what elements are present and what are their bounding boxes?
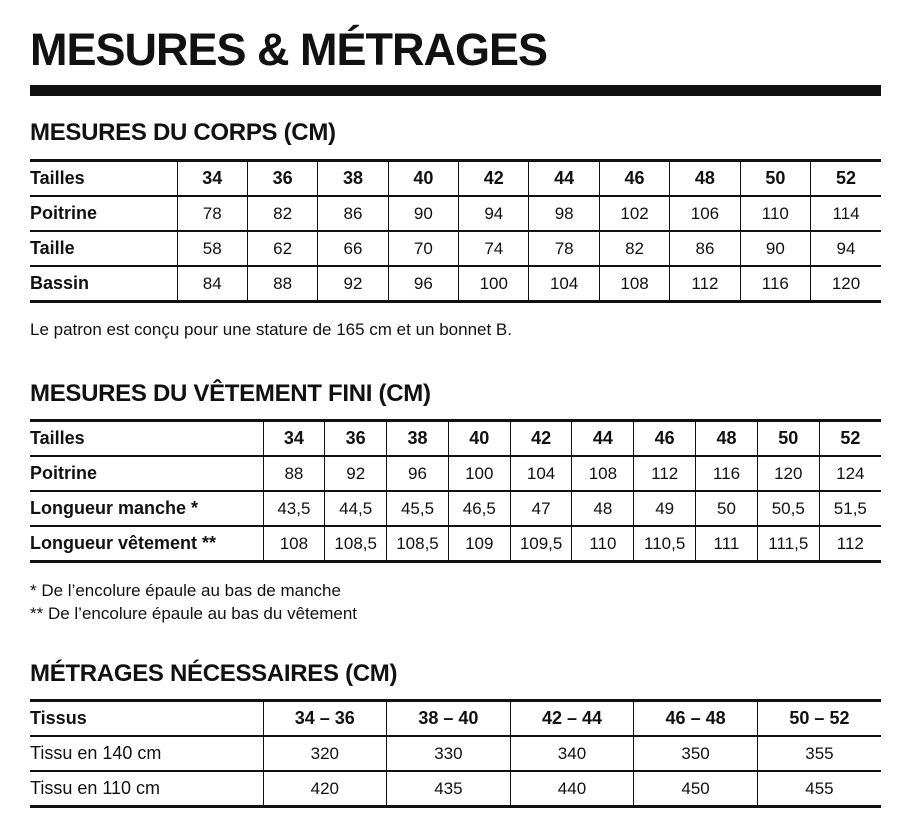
size-cell: 34 xyxy=(263,421,325,457)
table-cell: 47 xyxy=(510,491,572,526)
table-cell: 78 xyxy=(529,231,599,266)
size-cell: 36 xyxy=(325,421,387,457)
table-cell: 320 xyxy=(263,736,387,771)
table-cell: 116 xyxy=(740,266,810,302)
body-measurements-heading: MESURES DU CORPS (CM) xyxy=(30,119,336,146)
table-cell: 110 xyxy=(740,196,810,231)
row-label: Tissu en 110 cm xyxy=(30,771,263,807)
table-cell: 102 xyxy=(599,196,669,231)
row-label: Tissus xyxy=(30,708,87,728)
table-cell: 86 xyxy=(318,196,388,231)
size-cell: 50 xyxy=(757,421,819,457)
size-cell: 48 xyxy=(696,421,758,457)
table-cell: 62 xyxy=(247,231,317,266)
table-cell: 94 xyxy=(811,231,881,266)
table-cell: 111,5 xyxy=(757,526,819,562)
table-cell: 82 xyxy=(599,231,669,266)
table-header-row xyxy=(30,701,881,737)
table-cell: 84 xyxy=(177,266,247,302)
row-label: Tailles xyxy=(30,168,85,188)
table-cell: 114 xyxy=(811,196,881,231)
stature-note: Le patron est conçu pour une stature de 165 cm et un bonnet B. xyxy=(30,320,512,339)
table-cell: 108 xyxy=(263,526,325,562)
table-cell: 108 xyxy=(572,456,634,491)
row-label: Longueur vêtement ** xyxy=(30,526,263,562)
table-cell: 51,5 xyxy=(819,491,881,526)
table-cell: 435 xyxy=(387,771,511,807)
row-label: Poitrine xyxy=(30,196,177,231)
row-label: Tissu en 140 cm xyxy=(30,736,263,771)
table-row xyxy=(30,526,881,562)
row-label: Longueur manche * xyxy=(30,491,263,526)
table-cell: 46,5 xyxy=(448,491,510,526)
table-cell: 86 xyxy=(670,231,740,266)
size-cell: 38 xyxy=(318,161,388,197)
size-range-cell: 46 – 48 xyxy=(634,701,758,737)
sleeve-footnote: * De l’encolure épaule au bas de manche xyxy=(30,581,341,600)
body-measurements-table xyxy=(30,159,881,303)
table-cell: 98 xyxy=(529,196,599,231)
page-title: MESURES & MÉTRAGES xyxy=(30,24,548,75)
table-cell: 70 xyxy=(388,231,458,266)
size-cell: 42 xyxy=(510,421,572,457)
table-cell: 110 xyxy=(572,526,634,562)
table-row xyxy=(30,771,881,807)
length-footnote: ** De l’encolure épaule au bas du vêtement xyxy=(30,604,357,623)
table-cell: 455 xyxy=(757,771,881,807)
table-cell: 82 xyxy=(247,196,317,231)
size-cell: 44 xyxy=(572,421,634,457)
finished-garment-heading: MESURES DU VÊTEMENT FINI (CM) xyxy=(30,380,431,407)
table-cell: 340 xyxy=(510,736,634,771)
size-cell: 48 xyxy=(670,161,740,197)
table-cell: 104 xyxy=(510,456,572,491)
size-range-cell: 38 – 40 xyxy=(387,701,511,737)
table-cell: 110,5 xyxy=(634,526,696,562)
table-cell: 124 xyxy=(819,456,881,491)
table-cell: 94 xyxy=(459,196,529,231)
table-cell: 50 xyxy=(696,491,758,526)
row-label: Tailles xyxy=(30,428,85,448)
table-cell: 90 xyxy=(740,231,810,266)
table-cell: 330 xyxy=(387,736,511,771)
table-header-row xyxy=(30,161,881,197)
table-cell: 420 xyxy=(263,771,387,807)
table-cell: 96 xyxy=(387,456,449,491)
size-cell: 34 xyxy=(177,161,247,197)
fabric-requirements-heading: MÉTRAGES NÉCESSAIRES (CM) xyxy=(30,660,398,687)
table-cell: 120 xyxy=(757,456,819,491)
table-cell: 112 xyxy=(670,266,740,302)
size-cell: 36 xyxy=(247,161,317,197)
table-cell: 100 xyxy=(459,266,529,302)
table-row xyxy=(30,196,881,231)
table-cell: 109 xyxy=(448,526,510,562)
fabric-requirements-table xyxy=(30,699,881,808)
table-cell: 355 xyxy=(757,736,881,771)
table-cell: 104 xyxy=(529,266,599,302)
table-cell: 450 xyxy=(634,771,758,807)
size-cell: 46 xyxy=(634,421,696,457)
table-cell: 45,5 xyxy=(387,491,449,526)
table-cell: 100 xyxy=(448,456,510,491)
table-cell: 90 xyxy=(388,196,458,231)
table-cell: 111 xyxy=(696,526,758,562)
table-row xyxy=(30,456,881,491)
finished-garment-table xyxy=(30,419,881,563)
size-range-cell: 50 – 52 xyxy=(757,701,881,737)
table-row xyxy=(30,266,881,302)
table-cell: 106 xyxy=(670,196,740,231)
size-cell: 38 xyxy=(387,421,449,457)
table-row xyxy=(30,231,881,266)
size-range-cell: 42 – 44 xyxy=(510,701,634,737)
table-cell: 112 xyxy=(634,456,696,491)
table-cell: 350 xyxy=(634,736,758,771)
table-header-row xyxy=(30,421,881,457)
table-cell: 108,5 xyxy=(325,526,387,562)
size-cell: 44 xyxy=(529,161,599,197)
table-cell: 112 xyxy=(819,526,881,562)
size-cell: 52 xyxy=(819,421,881,457)
table-cell: 92 xyxy=(325,456,387,491)
table-cell: 116 xyxy=(696,456,758,491)
table-cell: 92 xyxy=(318,266,388,302)
size-cell: 46 xyxy=(599,161,669,197)
table-cell: 88 xyxy=(247,266,317,302)
table-row xyxy=(30,491,881,526)
table-cell: 88 xyxy=(263,456,325,491)
row-label: Bassin xyxy=(30,266,177,302)
table-cell: 120 xyxy=(811,266,881,302)
table-cell: 58 xyxy=(177,231,247,266)
row-label: Poitrine xyxy=(30,456,263,491)
size-range-cell: 34 – 36 xyxy=(263,701,387,737)
size-cell: 52 xyxy=(811,161,881,197)
size-cell: 40 xyxy=(388,161,458,197)
table-cell: 78 xyxy=(177,196,247,231)
table-cell: 48 xyxy=(572,491,634,526)
size-cell: 40 xyxy=(448,421,510,457)
table-cell: 44,5 xyxy=(325,491,387,526)
table-cell: 108 xyxy=(599,266,669,302)
table-cell: 43,5 xyxy=(263,491,325,526)
table-cell: 49 xyxy=(634,491,696,526)
table-cell: 440 xyxy=(510,771,634,807)
size-cell: 42 xyxy=(459,161,529,197)
size-cell: 50 xyxy=(740,161,810,197)
table-row xyxy=(30,736,881,771)
row-label: Taille xyxy=(30,231,177,266)
table-cell: 108,5 xyxy=(387,526,449,562)
table-cell: 109,5 xyxy=(510,526,572,562)
title-divider xyxy=(30,85,881,96)
table-cell: 96 xyxy=(388,266,458,302)
table-cell: 50,5 xyxy=(757,491,819,526)
table-cell: 66 xyxy=(318,231,388,266)
table-cell: 74 xyxy=(459,231,529,266)
